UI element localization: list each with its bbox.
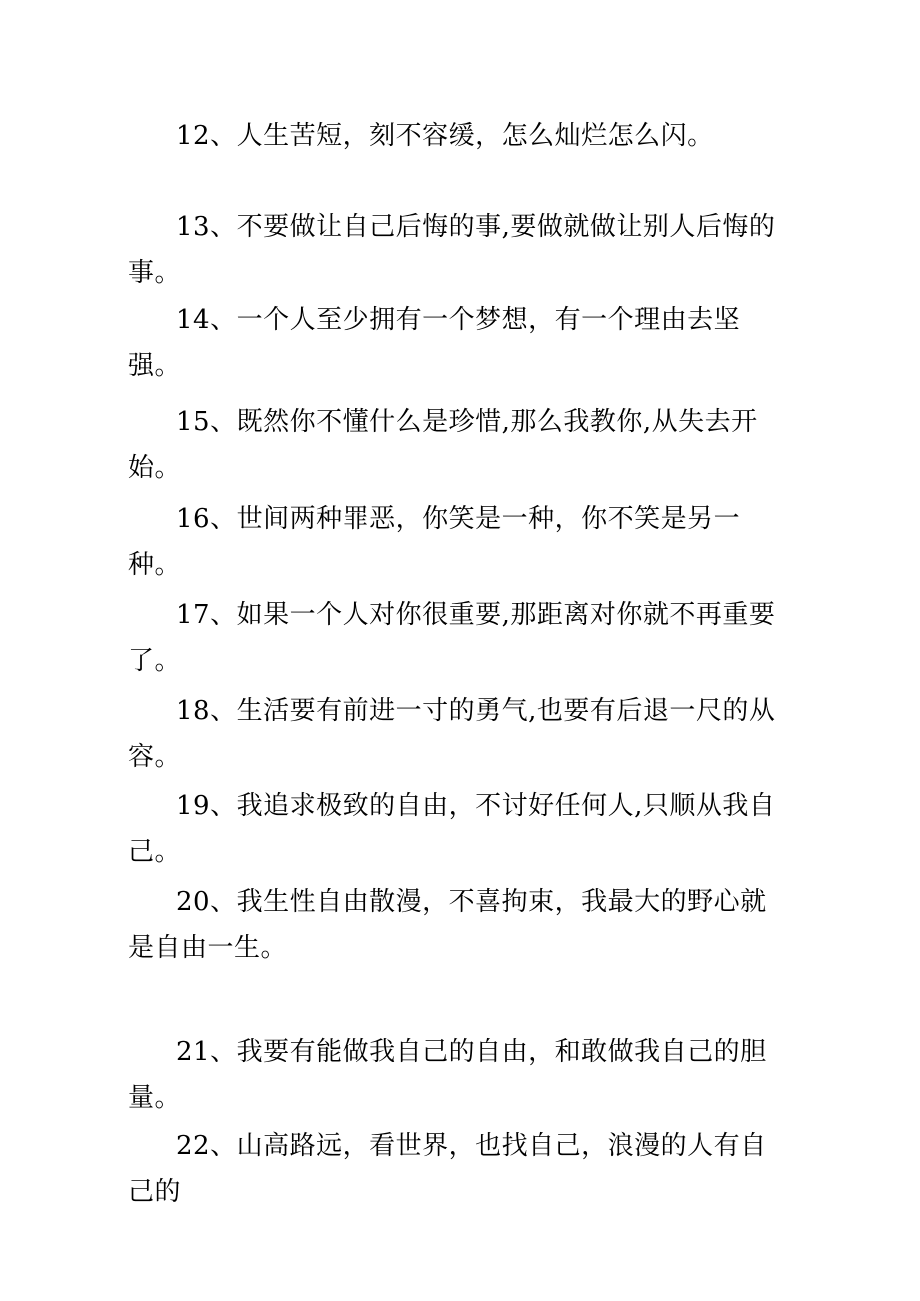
quote-item-19: 19、我追求极致的自由，不讨好任何人,只顺从我自己。 bbox=[128, 791, 776, 867]
quote-item-20: 20、我生性自由散漫，不喜拘束，我最大的野心就是自由一生。 bbox=[128, 887, 767, 963]
quote-item-13: 13、不要做让自己后悔的事,要做就做让别人后悔的事。 bbox=[128, 212, 776, 288]
quote-item-12: 12、人生苦短，刻不容缓，怎么灿烂怎么闪。 bbox=[176, 121, 714, 151]
quote-item-18: 18、生活要有前进一寸的勇气,也要有后退一尺的从容。 bbox=[128, 696, 776, 772]
quote-item-21: 21、我要有能做我自己的自由，和敢做我自己的胆量。 bbox=[128, 1037, 767, 1113]
quote-item-15: 15、既然你不懂什么是珍惜,那么我教你,从失去开始。 bbox=[128, 407, 758, 483]
quote-item-22: 22、山高路远，看世界，也找自己，浪漫的人有自己的 bbox=[128, 1131, 767, 1207]
quote-item-16: 16、世间两种罪恶，你笑是一种，你不笑是另一种。 bbox=[128, 504, 741, 580]
quote-item-17: 17、如果一个人对你很重要,那距离对你就不再重要了。 bbox=[128, 600, 776, 676]
quote-item-14: 14、一个人至少拥有一个梦想，有一个理由去坚强。 bbox=[128, 305, 741, 381]
